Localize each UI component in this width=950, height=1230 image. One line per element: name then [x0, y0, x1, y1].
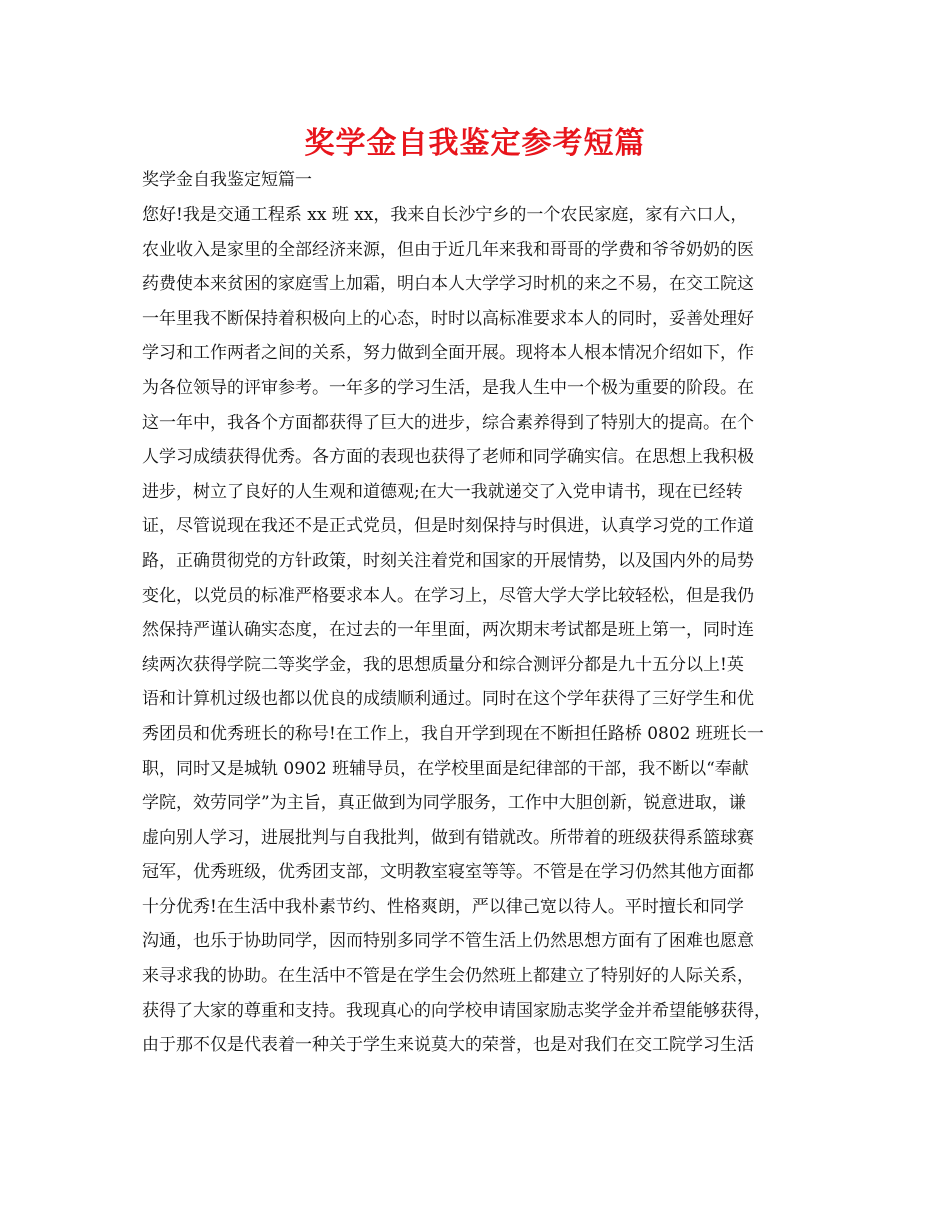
- body-line: 一年里我不断保持着积极向上的心态，时时以高标准要求本人的同时，妥善处理好: [142, 308, 754, 329]
- body-line: 秀团员和优秀班长的称号!在工作上，我自开学到现在不断担任路桥 0802 班班长一: [142, 723, 764, 744]
- body-line: 这一年中，我各个方面都获得了巨大的进步，综合素养得到了特别大的提高。在个: [142, 412, 754, 433]
- body-line: 续两次获得学院二等奖学金，我的思想质量分和综合测评分都是九十五分以上!英: [142, 654, 744, 675]
- body-line: 人学习成绩获得优秀。各方面的表现也获得了老师和同学确实信。在思想上我积极: [142, 447, 754, 468]
- body-line: 为各位领导的评审参考。一年多的学习生活，是我人生中一个极为重要的阶段。在: [142, 377, 754, 398]
- body-line: 获得了大家的尊重和支持。我现真心的向学校申请国家励志奖学金并希望能够获得，: [142, 1000, 771, 1021]
- document-title: 奖学金自我鉴定参考短篇: [304, 126, 646, 161]
- body-line: 来寻求我的协助。在生活中不管是在学生会仍然班上都建立了特别好的人际关系，: [142, 966, 754, 987]
- body-line: 沟通，也乐于协助同学，因而特别多同学不管生活上仍然思想方面有了困难也愿意: [142, 931, 754, 952]
- body-line: 然保持严谨认确实态度，在过去的一年里面，两次期末考试都是班上第一，同时连: [142, 620, 754, 641]
- body-line: 冠军，优秀班级，优秀团支部，文明教室寝室等等。不管是在学习仍然其他方面都: [142, 862, 754, 883]
- body-text: [142, 198, 822, 1063]
- body-line: 路，正确贯彻党的方针政策，时刻关注着党和国家的开展情势，以及国内外的局势: [142, 550, 754, 571]
- body-line: 证，尽管说现在我还不是正式党员，但是时刻保持与时俱进，认真学习党的工作道: [142, 516, 754, 537]
- section-subtitle: 奖学金自我鉴定短篇一: [142, 170, 312, 190]
- body-line: 由于那不仅是代表着一种关于学生来说莫大的荣誉，也是对我们在交工院学习生活: [142, 1035, 754, 1056]
- body-line: 虚向别人学习，进展批判与自我批判，做到有错就改。所带着的班级获得系篮球赛: [142, 827, 754, 848]
- body-line: 农业收入是家里的全部经济来源，但由于近几年来我和哥哥的学费和爷爷奶奶的医: [142, 239, 754, 260]
- body-line: 您好!我是交通工程系 xx 班 xx，我来自长沙宁乡的一个农民家庭，家有六口人，: [142, 205, 748, 225]
- body-line: 学习和工作两者之间的关系，努力做到全面开展。现将本人根本情况介绍如下，作: [142, 343, 754, 364]
- body-line: 变化，以党员的标准严格要求本人。在学习上，尽管大学大学比较轻松，但是我仍: [142, 585, 754, 606]
- body-line: 进步，树立了良好的人生观和道德观;在大一我就递交了入党申请书，现在已经转: [142, 481, 743, 502]
- body-line: 职，同时又是城轨 0902 班辅导员，在学校里面是纪律部的干部，我不断以“奉献: [142, 758, 749, 779]
- body-line: 语和计算机过级也都以优良的成绩顺利通过。同时在这个学年获得了三好学生和优: [142, 689, 754, 710]
- body-line: 十分优秀!在生活中我朴素节约、性格爽朗，严以律己宽以待人。平时擅长和同学: [142, 896, 744, 917]
- body-line: 药费使本来贫困的家庭雪上加霜，明白本人大学学习时机的来之不易，在交工院这: [142, 274, 754, 295]
- body-line: 学院，效劳同学”为主旨，真正做到为同学服务，工作中大胆创新，锐意进取，谦: [142, 793, 746, 814]
